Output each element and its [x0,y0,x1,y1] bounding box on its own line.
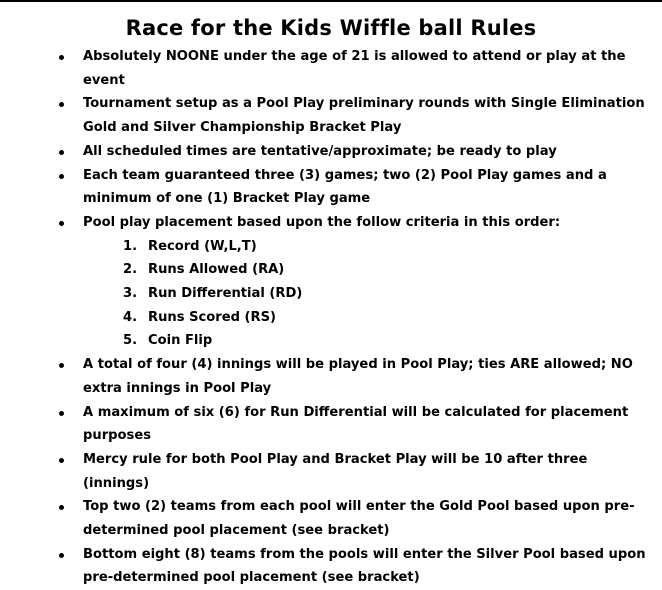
rule-text: Tournament setup as a Pool Play preliminary rounds with Single Elimination Gold and Silver Championship Bracket Play [83,96,645,136]
rule-text: Bottom eight (8) teams from the pools will enter the Silver Pool based upon pre-determined pool placement (see bracket) [83,546,646,586]
bullet-icon [59,221,64,226]
bullet-icon [59,174,64,179]
rule-item [57,353,657,400]
top-border [0,0,662,2]
rule-text: Pool play placement based upon the follow criteria in this order: [83,214,561,230]
rule-text: Absolutely NOONE under the age of 21 is allowed to attend or play at the event [83,49,626,88]
rule-item [57,140,657,164]
bullet-icon [59,553,64,558]
bullet-icon [59,363,64,368]
criteria-label: Coin Flip [148,333,213,349]
rule-text: Each team guaranteed three (3) games; two (2) Pool Play games and a minimum of one (1) Bracket Play game [83,167,607,207]
page-title: Race for the Kids Wiffle ball Rules [125,16,537,41]
rule-text: A maximum of six (6) for Run Differential will be calculated for placement purposes [83,404,629,444]
criteria-number: 3. [123,286,138,302]
criteria-label: Runs Allowed (RA) [148,262,285,278]
criteria-number: 2. [123,262,138,278]
rule-text: A total of four (4) innings will be played in Pool Play; ties ARE allowed; NO extra innings in Pool Play [83,357,633,396]
rule-item-placement-criteria [57,211,657,353]
placement-criteria-list [57,235,657,354]
bullet-icon [59,150,64,155]
criteria-item [57,235,657,259]
bullet-icon [59,55,64,60]
criteria-item [57,329,657,353]
rules-list [57,45,657,590]
rule-item [57,543,657,590]
criteria-number: 1. [123,238,138,254]
criteria-label: Run Differential (RD) [148,286,303,302]
criteria-number: 4. [123,309,138,325]
bullet-icon [59,411,64,416]
rule-text: Top two (2) teams from each pool will enter the Gold Pool based upon pre-determined pool placement (see bracket) [83,499,635,539]
criteria-item [57,258,657,282]
rule-item [57,495,657,542]
criteria-item [57,282,657,306]
rule-item [57,401,657,448]
bullet-icon [59,458,64,463]
bullet-icon [59,505,64,510]
criteria-label: Runs Scored (RS) [148,309,277,325]
criteria-label: Record (W,L,T) [148,238,257,254]
rule-item [57,448,657,495]
bullet-icon [59,102,64,107]
rule-text: All scheduled times are tentative/approximate; be ready to play [83,143,557,159]
criteria-item [57,306,657,330]
criteria-number: 5. [123,333,138,349]
rule-text: Mercy rule for both Pool Play and Bracket Play will be 10 after three (innings) [83,451,588,491]
rule-item [57,92,657,139]
rule-item [57,164,657,211]
rule-item [57,45,657,92]
